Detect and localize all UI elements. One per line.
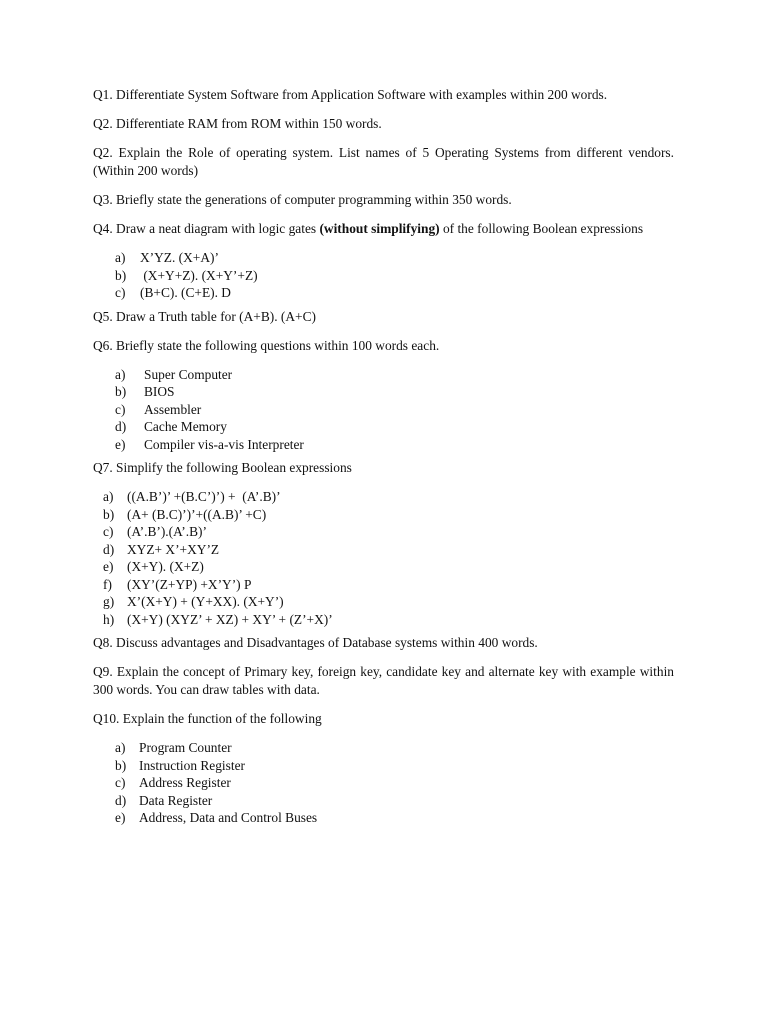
question-4: [93, 220, 674, 238]
list-item: [103, 523, 674, 541]
question-7: Q7. Simplify the following Boolean expressions: [93, 460, 352, 475]
list-item-text: BIOS: [144, 384, 175, 399]
expression-text: X’(X+Y) + (Y+XX). (X+Y’): [127, 594, 284, 609]
question-5: Q5. Draw a Truth table for (A+B). (A+C): [93, 308, 316, 324]
list-item: [115, 418, 674, 436]
list-item-text: Program Counter: [139, 740, 232, 755]
list-marker: b): [103, 506, 115, 522]
list-item: [115, 249, 674, 267]
list-item-text: Data Register: [139, 792, 213, 808]
list-item: [115, 366, 674, 384]
list-item: [103, 576, 674, 594]
list-item-text: Address, Data and Control Buses: [139, 810, 318, 825]
list-item-text: Address Register: [139, 775, 231, 790]
expression-text: (X+Y) (XYZ’ + XZ) + XY’ + (Z’+X)’: [127, 611, 333, 627]
list-marker: d): [115, 792, 127, 808]
list-marker: b): [115, 267, 127, 283]
question-4-text-after: of the following Boolean expressions: [439, 221, 644, 236]
list-item: [103, 593, 674, 611]
list-marker: b): [115, 384, 127, 399]
list-marker: e): [115, 436, 126, 452]
list-item: [103, 541, 674, 559]
list-marker: a): [115, 250, 126, 265]
list-marker: d): [115, 419, 127, 434]
list-marker: a): [115, 740, 126, 755]
list-item: [103, 488, 674, 506]
question-4-bold-text: (without simplifying): [319, 221, 440, 236]
list-item: [115, 739, 674, 757]
list-item: [103, 558, 674, 576]
list-marker: c): [115, 775, 126, 790]
question-4-list: [115, 249, 674, 302]
list-item: [103, 506, 674, 524]
question-10-list: [115, 739, 674, 827]
question-8: Q8. Discuss advantages and Disadvantages of Database systems within 400 words.: [93, 635, 538, 650]
list-marker: h): [103, 611, 115, 627]
question-2-ram-rom: Q2. Differentiate RAM from ROM within 150 words.: [93, 116, 382, 131]
list-item: [115, 792, 674, 810]
list-item: [115, 809, 674, 827]
expression-text: (X+Y+Z). (X+Y’+Z): [140, 267, 258, 283]
list-marker: a): [103, 489, 114, 504]
expression-text: (X+Y). (X+Z): [127, 559, 204, 574]
question-3: Q3. Briefly state the generations of computer programming within 350 words.: [93, 192, 512, 207]
list-marker: c): [103, 524, 114, 539]
list-item: [115, 383, 674, 401]
list-item: [115, 284, 674, 302]
expression-text: (A+ (B.C)’)’+((A.B)’ +C): [127, 506, 267, 522]
expression-text: (A’.B’).(A’.B)’: [127, 524, 207, 539]
expression-text: XYZ+ X’+XY’Z: [127, 541, 220, 557]
expression-text: ((A.B’)’ +(B.C’)’) + (A’.B)’: [127, 489, 281, 504]
question-7-list: [103, 488, 674, 628]
list-marker: e): [115, 810, 126, 825]
list-marker: e): [103, 559, 114, 574]
list-marker: c): [115, 285, 126, 300]
list-marker: b): [115, 757, 127, 773]
list-item: [115, 436, 674, 454]
list-item-text: Super Computer: [144, 366, 233, 382]
list-marker: d): [103, 541, 115, 557]
expression-text: X’YZ. (X+A)’: [140, 250, 219, 265]
question-document: [93, 86, 674, 827]
list-marker: f): [103, 576, 112, 592]
list-marker: c): [115, 401, 126, 417]
list-item-text: Assembler: [144, 401, 202, 417]
question-6-list: [115, 366, 674, 454]
list-marker: g): [103, 594, 115, 609]
list-item: [115, 757, 674, 775]
list-item: [115, 267, 674, 285]
question-4-text-before: Q4. Draw a neat diagram with logic gates: [93, 221, 320, 236]
question-2-operating-system: Q2. Explain the Role of operating system. List names of 5 Operating Systems from different vendors. (Within 200 words): [93, 145, 674, 178]
expression-text: (B+C). (C+E). D: [140, 285, 231, 300]
question-1: Q1. Differentiate System Software from Application Software with examples within 200 words.: [93, 87, 608, 102]
expression-text: (XY’(Z+YP) +X’Y’) P: [127, 576, 252, 592]
list-item: [115, 401, 674, 419]
list-item-text: Compiler vis-a-vis Interpreter: [144, 436, 304, 452]
list-marker: a): [115, 366, 126, 382]
list-item: [103, 611, 674, 629]
question-6: Q6. Briefly state the following questions within 100 words each.: [93, 337, 440, 353]
list-item-text: Cache Memory: [144, 419, 227, 434]
question-9: Q9. Explain the concept of Primary key, foreign key, candidate key and alternate key with example within 300 words. You can draw tables with data.: [93, 664, 674, 697]
list-item: [115, 774, 674, 792]
list-item-text: Instruction Register: [139, 757, 245, 773]
question-10: Q10. Explain the function of the following: [93, 711, 322, 726]
